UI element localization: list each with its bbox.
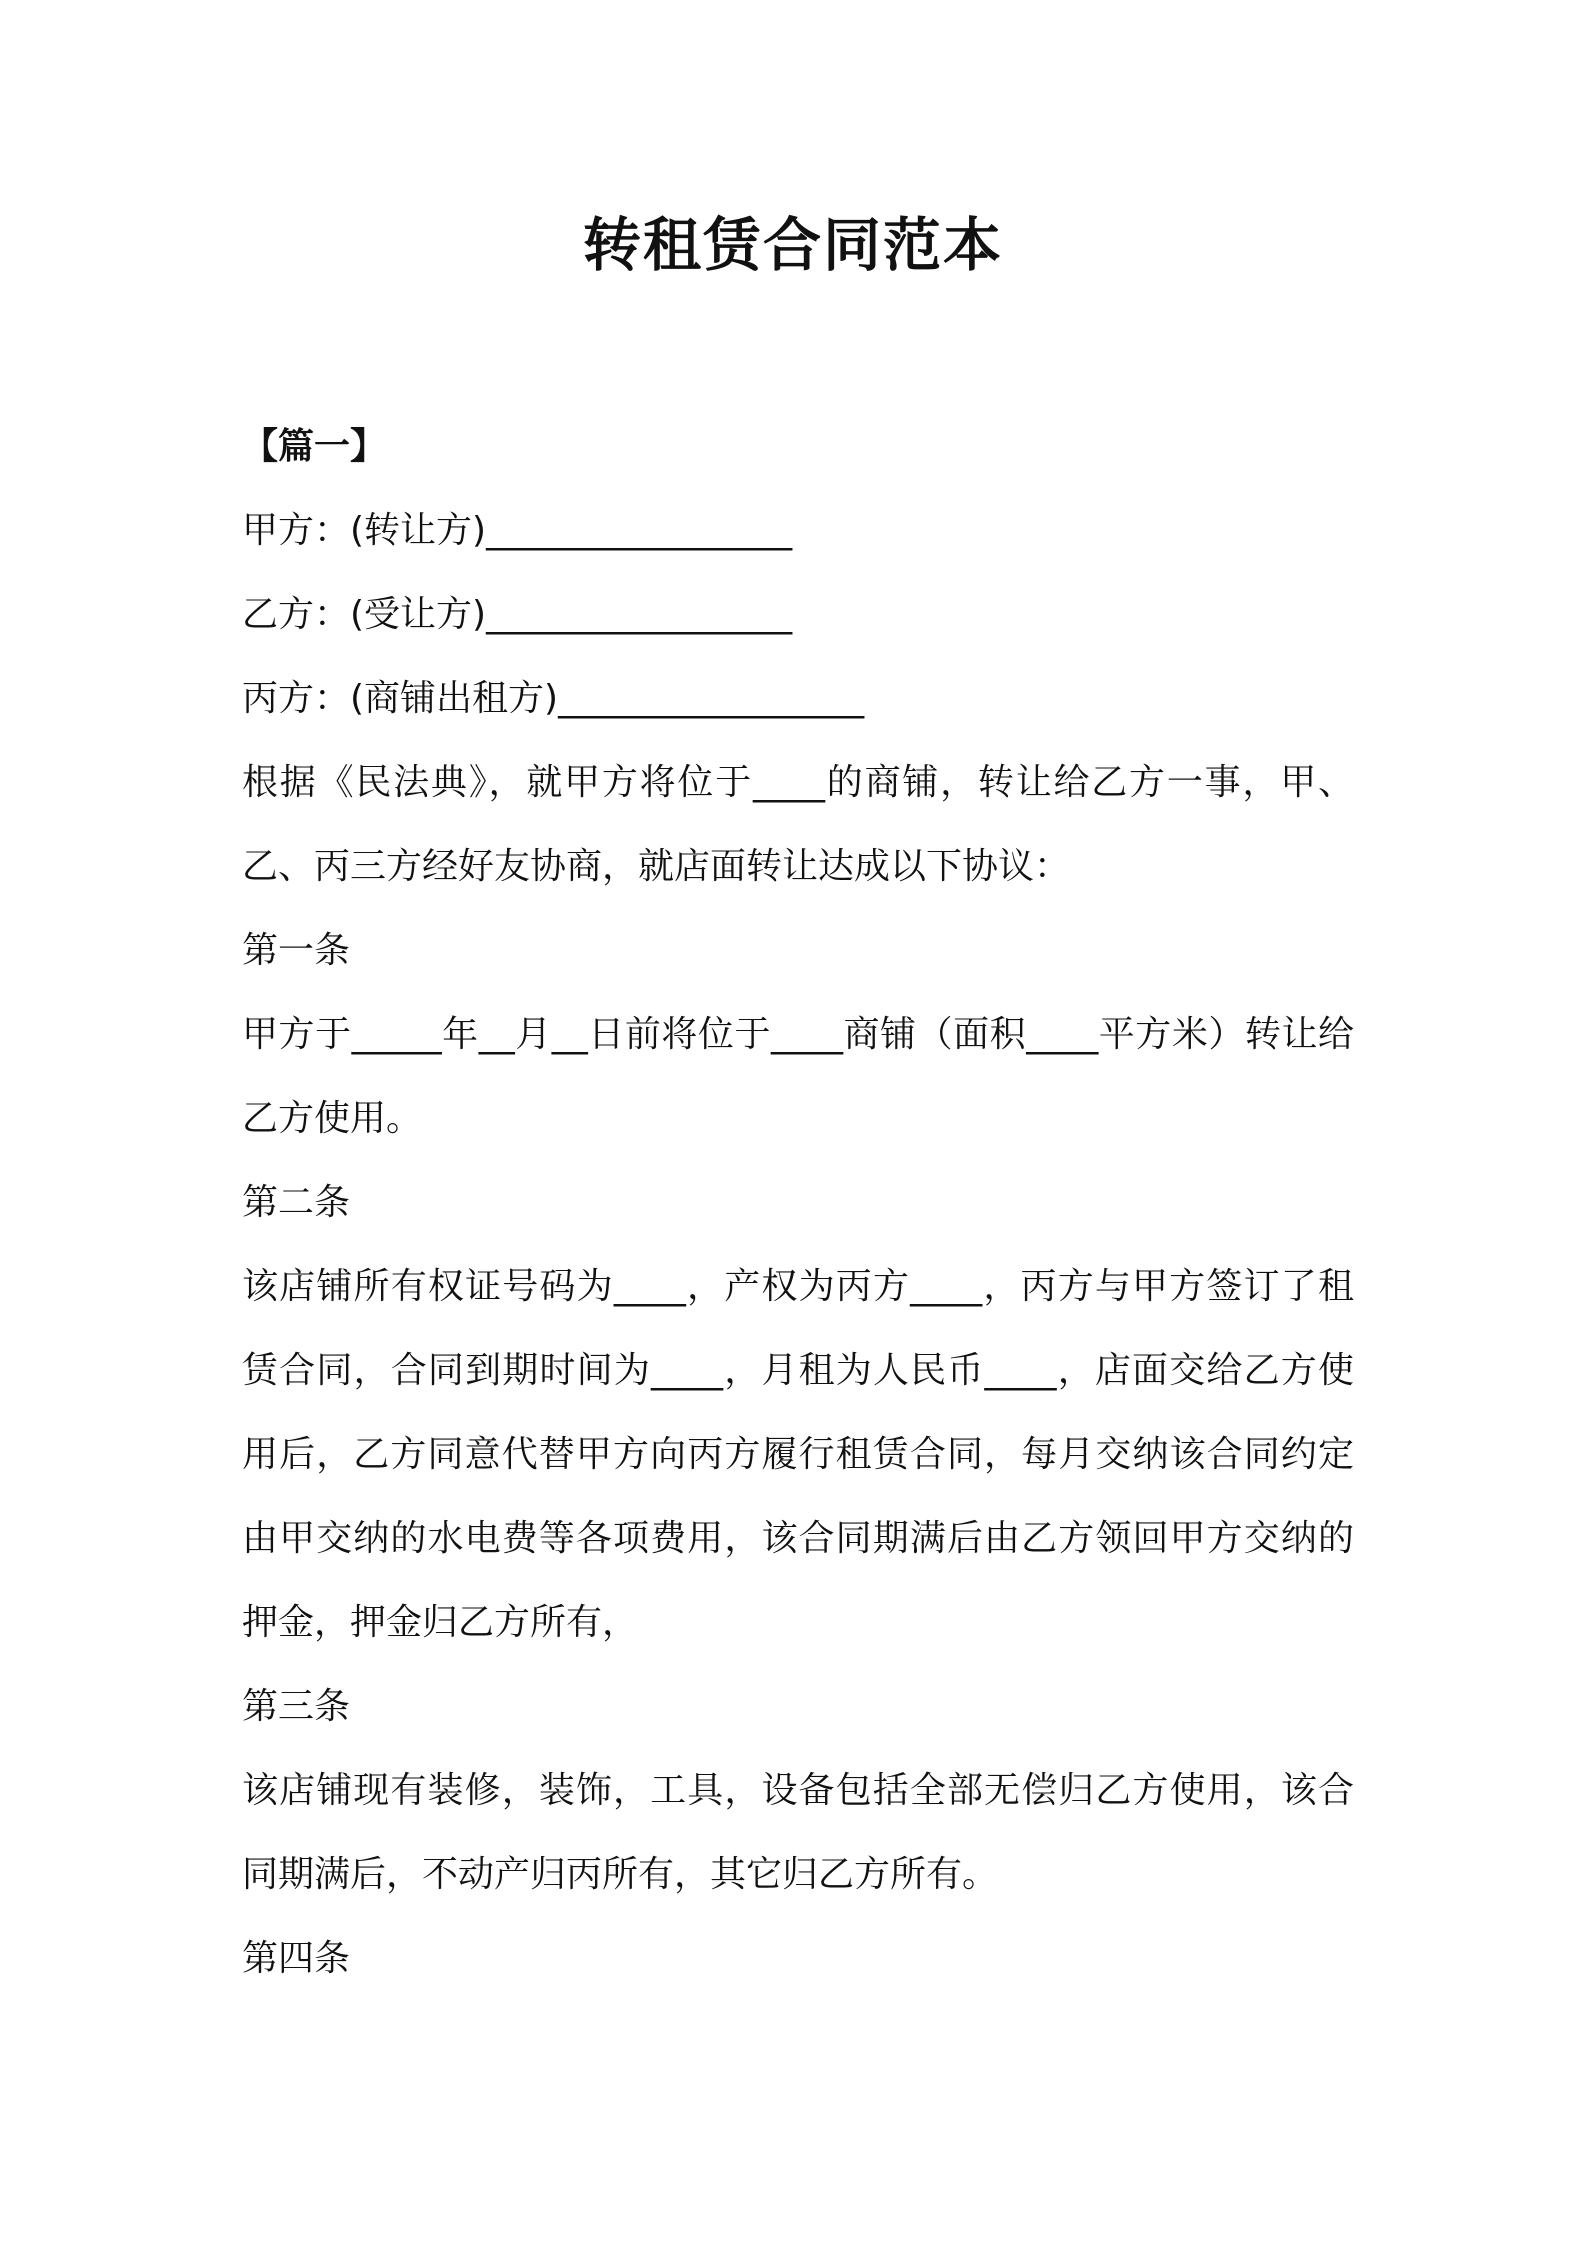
article-3-heading: 第三条	[242, 1686, 351, 1727]
document-body	[242, 405, 1354, 2001]
article-1-text: 甲方于_____年__月__日前将位于____商铺（面积____平方米）转让给乙方使用。	[242, 1014, 1354, 1139]
preamble-paragraph: 根据《民法典》，就甲方将位于____的商铺，转让给乙方一事，甲、乙、丙三方经好友协商，就店面转让达成以下协议：	[242, 762, 1354, 887]
document-title: 转租赁合同范本	[582, 211, 1003, 279]
party-c-line: 丙方：(商铺出租方)_________________	[242, 678, 865, 719]
party-a-line: 甲方：(转让方)_________________	[242, 510, 793, 551]
article-2-text: 该店铺所有权证号码为____，产权为丙方____，丙方与甲方签订了租赁合同，合同到期时间为____，月租为人民币____，店面交给乙方使用后，乙方同意代替甲方向丙方履行租赁合同，每月交纳该合同约定由甲交纳的水电费等各项费用，该合同期满后由乙方领回甲方交纳的押金，押金归乙方所有，	[242, 1266, 1354, 1643]
article-1-heading: 第一条	[242, 930, 351, 971]
article-4-heading: 第四条	[242, 1938, 351, 1979]
article-3-text: 该店铺现有装修，装饰，工具，设备包括全部无偿归乙方使用，该合同期满后，不动产归丙所有，其它归乙方所有。	[242, 1770, 1354, 1895]
section-label: 【篇一】	[242, 426, 387, 467]
article-2-heading: 第二条	[242, 1182, 351, 1223]
party-b-line: 乙方：(受让方)_________________	[242, 594, 793, 635]
